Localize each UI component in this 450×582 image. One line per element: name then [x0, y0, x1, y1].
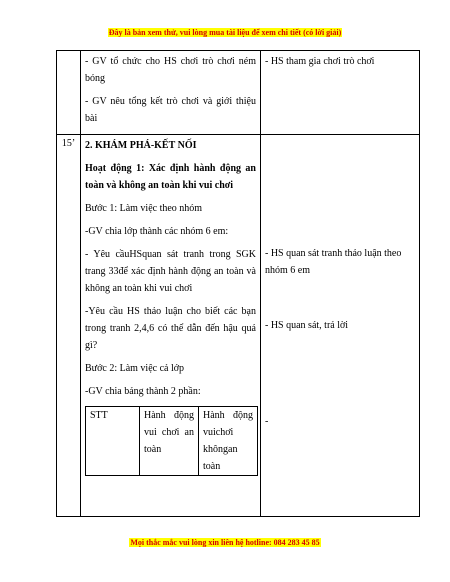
table-row: [57, 51, 420, 135]
student-step: - HS tham gia chơi trò chơi: [265, 56, 375, 67]
table-row: [86, 407, 258, 476]
teacher-step: Bước 2: Làm việc cả lớp: [85, 363, 185, 374]
teacher-step: -Yêu cầu HS thảo luận cho biết các bạn trong tranh 2,4,6 có thể dẫn đến hậu quả gì?: [85, 306, 256, 351]
teacher-activity-cell: [81, 135, 261, 517]
student-step: - HS quan sát tranh thảo luận theo nhóm 6 em: [265, 248, 402, 276]
student-step: -: [265, 416, 269, 427]
teacher-step: - GV tổ chức cho HS chơi trò chơi ném bóng: [85, 56, 256, 84]
time-cell: [57, 51, 81, 135]
table-header-cell: Hành động vuichơi khôngan toàn: [199, 407, 258, 476]
hotline-banner: [0, 538, 450, 547]
lesson-plan-table: [56, 50, 420, 517]
teacher-step: -GV chia bảng thành 2 phần:: [85, 386, 201, 397]
hotline-banner-text: Mọi thắc mắc vui lòng xin liên hệ hotline: 084 283 45 85: [130, 538, 320, 547]
table-row: [57, 135, 420, 517]
table-header-cell: STT: [86, 407, 140, 476]
teacher-step: - GV nêu tổng kết trò chơi và giới thiệu bài: [85, 96, 256, 124]
classification-table: [85, 406, 258, 476]
teacher-step: -GV chia lớp thành các nhóm 6 em:: [85, 226, 229, 237]
table-header-cell: Hành động vui chơi an toàn: [140, 407, 199, 476]
preview-banner-text: Đây là bản xem thử, vui lòng mua tài liệu để xem chi tiết (có lời giải): [108, 28, 342, 37]
preview-banner: [0, 28, 450, 37]
section-heading: 2. KHÁM PHÁ-KẾT NỐI: [85, 140, 197, 151]
student-activity-cell: [261, 51, 420, 135]
activity-title: Hoạt động 1: Xác định hành động an toàn và không an toàn khi vui chơi: [85, 163, 256, 191]
time-cell: 15’: [57, 135, 81, 517]
teacher-step: Bước 1: Làm việc theo nhóm: [85, 203, 203, 214]
teacher-step: - Yêu cầuHSquan sát tranh trong SGK trang 33để xác định hành động an toàn và không an toàn khi vui chơi: [85, 249, 256, 294]
teacher-activity-cell: [81, 51, 261, 135]
student-step: - HS quan sát, trả lời: [265, 320, 349, 331]
student-activity-cell: [261, 135, 420, 517]
